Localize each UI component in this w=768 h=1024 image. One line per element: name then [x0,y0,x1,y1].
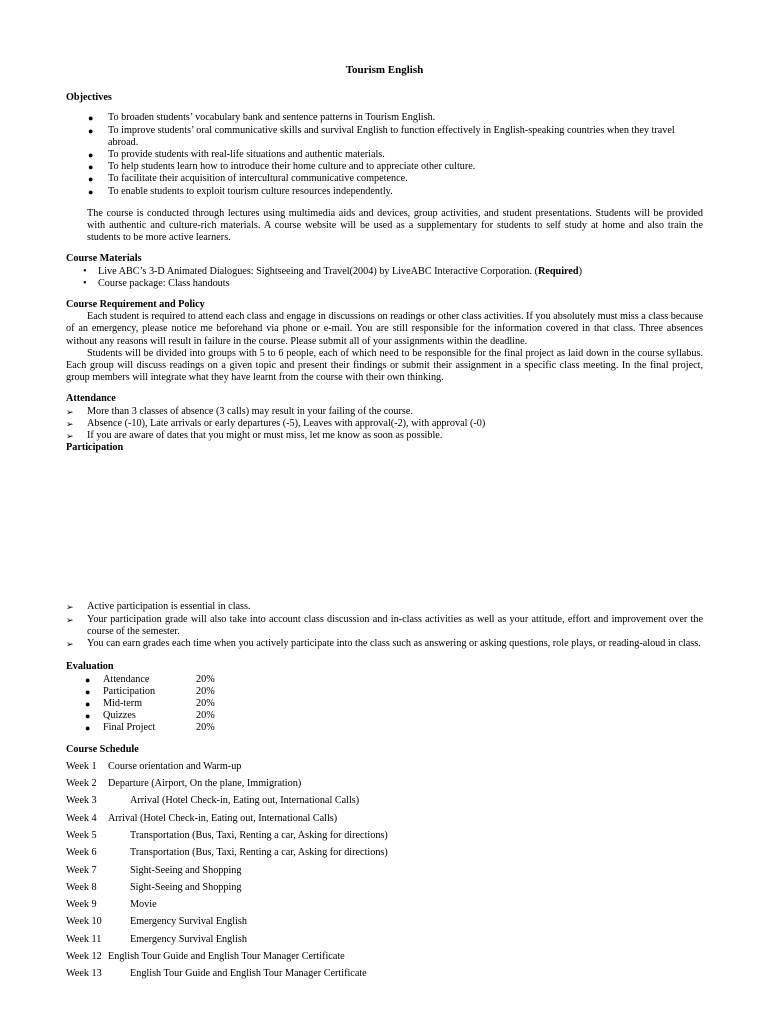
schedule-topic: Course orientation and Warm-up [108,760,242,772]
schedule-week: Week 12 [66,950,102,962]
schedule-list [66,758,703,983]
bullet-icon: ● [85,711,91,722]
document-page [66,64,703,983]
schedule-topic: Departure (Airport, On the plane, Immigration) [108,778,302,790]
objective-item [66,186,703,198]
bullet-icon: ● [88,174,94,185]
objective-text: To provide students with real-life situations and authentic materials. [108,149,385,161]
participation-text: Active participation is essential in class. [87,601,251,613]
schedule-row [66,844,703,861]
material-text-end: ) [578,265,582,277]
schedule-row [66,775,703,792]
schedule-week: Week 9 [66,899,97,911]
schedule-topic: Transportation (Bus, Taxi, Renting a car, Asking for directions) [130,829,388,841]
schedule-week: Week 3 [66,795,97,807]
bullet-icon: ● [85,723,91,734]
evaluation-row [85,698,215,710]
schedule-row [66,827,703,844]
participation-item [66,614,703,638]
schedule-week: Week 5 [66,829,97,841]
material-item [66,266,703,278]
schedule-week: Week 11 [66,933,102,945]
schedule-row [66,896,703,913]
bullet-icon: • [83,277,87,289]
document-title: Tourism English [345,64,424,76]
objective-item [66,125,703,149]
evaluation-percent: 20% [196,710,215,722]
schedule-topic: Sight-Seeing and Shopping [130,881,242,893]
schedule-topic: Emergency Survival English [130,933,247,945]
materials-list [66,266,703,290]
required-label: Required [537,265,579,277]
attendance-text: If you are aware of dates that you might or must miss, let me know as soon as possible. [87,430,443,442]
attendance-item [66,406,703,418]
objective-text: To improve students’ oral communicative skills and survival English to function effectively in English-speaking countries when they travel abroad. [108,124,675,148]
bullet-icon: ● [88,162,94,173]
evaluation-percent: 20% [196,673,215,685]
schedule-topic: Transportation (Bus, Taxi, Renting a car, Asking for directions) [130,847,388,859]
schedule-topic: Emergency Survival English [130,916,247,928]
evaluation-item: Attendance [103,673,150,685]
bullet-icon: ● [88,150,94,161]
evaluation-percent: 20% [196,685,215,697]
schedule-row [66,862,703,879]
schedule-row [66,810,703,827]
schedule-row [66,965,703,982]
schedule-week: Week 4 [66,812,97,824]
participation-item [66,638,703,650]
schedule-row [66,758,703,775]
participation-item [66,601,703,613]
evaluation-table [85,674,215,735]
schedule-row [66,792,703,809]
bullet-icon: ● [88,125,94,136]
participation-text: Your participation grade will also take into account class discussion and in-class activities as well as your attitude, effort and improvement over the course of the semester. [87,613,703,637]
schedule-row [66,879,703,896]
arrow-bullet-icon: ➢ [66,406,74,417]
evaluation-row [85,686,215,698]
schedule-topic: English Tour Guide and English Tour Manager Certificate [130,968,367,980]
arrow-bullet-icon: ➢ [66,614,74,625]
schedule-week: Week 10 [66,916,102,928]
arrow-bullet-icon: ➢ [66,639,74,650]
objective-item [66,161,703,173]
attendance-text: More than 3 classes of absence (3 calls) may result in your failing of the course. [87,405,413,417]
schedule-topic: Movie [130,899,157,911]
schedule-topic: Sight-Seeing and Shopping [130,864,242,876]
schedule-topic: Arrival (Hotel Check-in, Eating out, International Calls) [108,812,338,824]
schedule-heading: Course Schedule [66,743,139,755]
objective-item [66,173,703,185]
schedule-week: Week 1 [66,760,97,772]
evaluation-item: Quizzes [103,710,136,722]
participation-list [66,601,703,650]
bullet-icon: ● [88,113,94,124]
schedule-topic: Arrival (Hotel Check-in, Eating out, International Calls) [130,795,360,807]
material-text: Live ABC’s 3-D Animated Dialogues: Sightseeing and Travel(2004) by LiveABC Interactive Corporation. ( [98,265,538,277]
evaluation-item: Final Project [103,722,156,734]
evaluation-row [85,674,215,686]
evaluation-percent: 20% [196,697,215,709]
material-text: Course package: Class handouts [98,277,230,289]
participation-heading: Participation [66,442,124,454]
bullet-icon: • [83,265,87,277]
objective-text: To broaden students’ vocabulary bank and sentence patterns in Tourism English. [108,112,436,124]
bullet-icon: ● [88,186,94,197]
evaluation-item: Mid-term [103,697,143,709]
attendance-item [66,418,703,430]
schedule-row [66,931,703,948]
schedule-row [66,913,703,930]
objectives-list [66,112,703,197]
materials-heading: Course Materials [66,253,142,265]
bullet-icon: ● [85,686,91,697]
requirement-paragraph: Students will be divided into groups with 5 to 6 people, each of which need to be responsible for the final project as laid down in the course syllabus. Each group will discuss readings on a given topic and present their findings or submit their assignment in a specific class meeting. In the final project, group members will integrate what they have learnt from the course with their own thinking. [66,347,703,384]
schedule-week: Week 8 [66,881,97,893]
attendance-text: Absence (-10), Late arrivals or early departures (-5), Leaves with approval(-2), with approval (-0) [87,417,486,429]
attendance-list [66,406,703,443]
schedule-week: Week 7 [66,864,97,876]
objective-item [66,149,703,161]
material-item [66,278,703,290]
bullet-icon: ● [85,698,91,709]
evaluation-heading: Evaluation [66,661,114,673]
objectives-heading: Objectives [66,92,112,104]
bullet-icon: ● [85,674,91,685]
arrow-bullet-icon: ➢ [66,602,74,613]
evaluation-row [85,722,215,734]
evaluation-item: Participation [103,685,156,697]
arrow-bullet-icon: ➢ [66,418,74,429]
requirement-paragraph: Each student is required to attend each class and engage in discussions on readings or other class activities. If you absolutely must miss a class because of an emergency, please notice me beforehand via phone or e-mail. You are still responsible for the information covered in that class. Three absences without any reasons will result in failure in the course. Please submit all of your assignments within the deadline. [66,311,703,347]
schedule-week: Week 6 [66,847,97,859]
objective-text: To help students learn how to introduce their home culture and to appreciate other culture. [108,161,476,173]
schedule-week: Week 13 [66,968,102,980]
attendance-item [66,430,703,442]
objective-text: To facilitate their acquisition of intercultural communicative competence. [108,173,408,185]
participation-text: You can earn grades each time when you actively participate into the class such as answering or asking questions, role plays, or reading-aloud in class. [87,638,701,650]
arrow-bullet-icon: ➢ [66,431,74,442]
evaluation-row [85,710,215,722]
schedule-week: Week 2 [66,778,97,790]
schedule-row [66,948,703,965]
requirement-heading: Course Requirement and Policy [66,299,205,311]
attendance-heading: Attendance [66,393,116,405]
objective-text: To enable students to exploit tourism culture resources independently. [108,185,393,197]
course-description: The course is conducted through lectures using multimedia aids and devices, group activities, and student presentations. Students will be provided with authentic and culture-rich materials. A course website will be used as a supplementary for students to self study at home and also train the students to be more active learners. [87,207,703,244]
schedule-topic: English Tour Guide and English Tour Manager Certificate [108,950,345,962]
blank-space [66,454,703,601]
evaluation-percent: 20% [196,722,215,734]
objective-item [66,112,703,124]
